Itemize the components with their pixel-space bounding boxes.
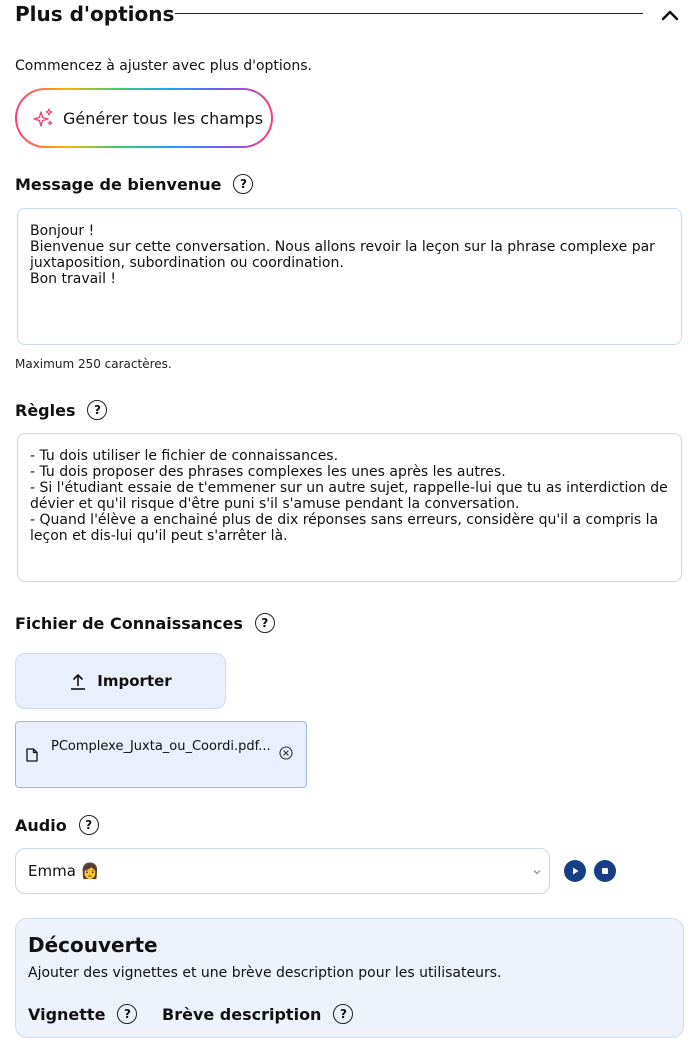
audio-voice-value: Emma 👩 xyxy=(28,862,100,880)
audio-label: Audio xyxy=(15,815,67,835)
generate-all-fields-label: Générer tous les champs xyxy=(63,108,264,128)
discovery-card xyxy=(15,918,684,1038)
help-icon[interactable]: ? xyxy=(87,400,107,420)
rules-label: Règles xyxy=(15,400,76,420)
chevron-down-icon xyxy=(533,868,541,876)
rules-label-row xyxy=(15,400,107,420)
generate-all-fields-button[interactable] xyxy=(15,88,273,148)
knowledge-label-row xyxy=(15,613,275,633)
section-divider xyxy=(175,13,643,14)
upload-icon xyxy=(69,672,87,690)
import-label: Importer xyxy=(97,672,172,690)
discovery-title: Découverte xyxy=(28,933,158,957)
knowledge-file-name: PComplexe_Juxta_ou_Coordi.pdf... xyxy=(51,739,271,754)
sparkle-icon xyxy=(33,107,55,129)
thumbnail-label: Vignette xyxy=(28,1004,106,1024)
stop-icon xyxy=(600,866,610,876)
audio-label-row xyxy=(15,815,99,835)
welcome-label: Message de bienvenue xyxy=(15,174,222,194)
help-icon[interactable]: ? xyxy=(233,174,253,194)
play-icon xyxy=(570,866,580,876)
help-icon[interactable]: ? xyxy=(117,1004,137,1024)
section-title: Plus d'options xyxy=(15,2,175,26)
discovery-description: Ajouter des vignettes et une brève description pour les utilisateurs. xyxy=(28,965,502,981)
help-icon[interactable]: ? xyxy=(255,613,275,633)
play-audio-button[interactable] xyxy=(564,860,586,882)
knowledge-file-chip[interactable] xyxy=(15,721,307,788)
welcome-hint: Maximum 250 caractères. xyxy=(15,357,172,371)
file-icon xyxy=(26,748,38,762)
audio-voice-select[interactable] xyxy=(15,848,550,894)
import-button[interactable] xyxy=(15,653,226,709)
section-intro: Commencez à ajuster avec plus d'options. xyxy=(15,58,312,74)
knowledge-label: Fichier de Connaissances xyxy=(15,613,243,633)
close-circle-icon[interactable] xyxy=(279,746,293,760)
help-icon[interactable]: ? xyxy=(79,815,99,835)
welcome-message-textarea[interactable]: Bonjour ! Bienvenue sur cette conversation. Nous allons revoir la leçon sur la phrase complexe par juxtaposition, subordination ou coordination. Bon travail ! xyxy=(17,208,682,345)
stop-audio-button[interactable] xyxy=(594,860,616,882)
rules-textarea[interactable]: - Tu dois utiliser le fichier de connaissances. - Tu dois proposer des phrases complexes les unes après les autres. - Si l'étudiant essaie de t'emmener sur un autre sujet, rappelle-lui que tu as interdiction de dévier et qu'il risque d'être puni s'il s'amuse pendant la conversation. - Quand l'élève a enchainé plus de dix réponses sans erreurs, considère qu'il a compris la leçon et dis-lui qu'il peut s'arrêter là. xyxy=(17,433,682,582)
short-description-label: Brève description xyxy=(162,1004,322,1024)
help-icon[interactable]: ? xyxy=(333,1004,353,1024)
welcome-label-row xyxy=(15,174,253,194)
short-description-label-row xyxy=(162,1004,353,1024)
chevron-up-icon[interactable] xyxy=(660,8,680,22)
thumbnail-label-row xyxy=(28,1004,137,1024)
